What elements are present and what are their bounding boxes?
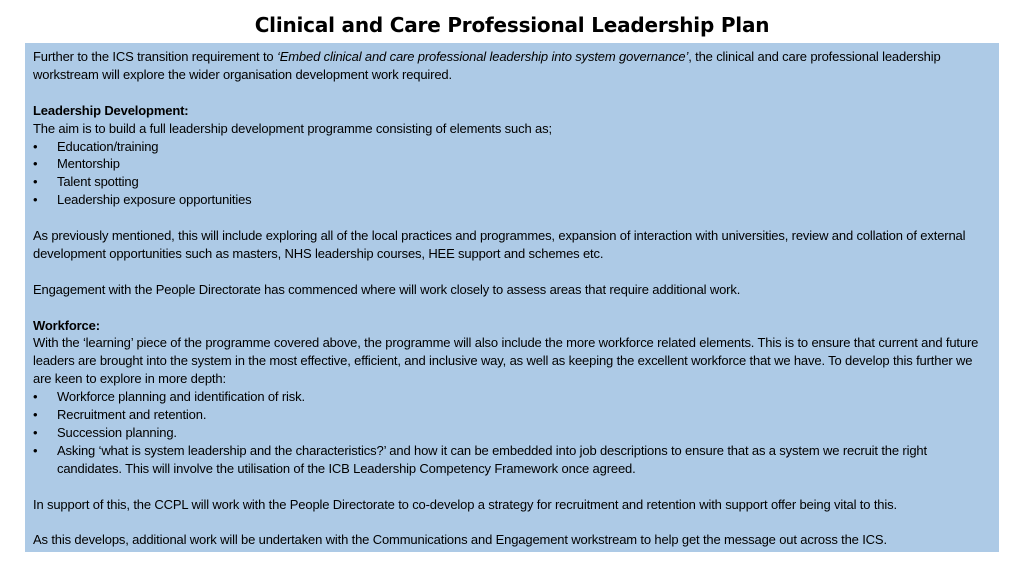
intro-emphasis: ‘Embed clinical and care professional leadership into system governance’ [276, 49, 689, 64]
spacer [33, 513, 993, 531]
list-item [33, 191, 993, 209]
list-item-text: Mentorship [57, 156, 120, 172]
support-paragraph: In support of this, the CCPL will work with the People Directorate to co-develop a strategy for recruitment and retention with support offer being vital to this. [33, 496, 897, 512]
bullet: • [33, 138, 38, 154]
list-item-text: Workforce planning and identification of risk. [57, 389, 305, 405]
bullet: • [33, 389, 38, 405]
list-item [33, 155, 993, 173]
intro-text-end: , the clinical and care professional leadership workstream will explore the wider organisation development work required. [33, 49, 941, 82]
page-title: Clinical and Care Professional Leadership Plan [254, 13, 770, 37]
bullet: • [33, 192, 38, 208]
list-item-text: Leadership exposure opportunities [57, 192, 252, 208]
workforce-intro: With the ‘learning’ piece of the programme covered above, the programme will also include the more workforce related elements. This is to ensure that current and future leaders are brought into the system in the most effective, efficient, and inclusive way, as well as keeping the excellent workforce that we have. To develop this further we are keen to explore in more depth: [33, 335, 979, 387]
spacer [33, 263, 993, 281]
list-item [33, 388, 993, 406]
spacer [33, 209, 993, 227]
list-item-text: Talent spotting [57, 174, 139, 190]
spacer [33, 478, 993, 496]
bullet: • [33, 174, 38, 190]
list-item-text: Succession planning. [57, 424, 177, 440]
leadership-development-aim: The aim is to build a full leadership development programme consisting of elements such as; [33, 120, 552, 136]
communications-paragraph: As this develops, additional work will be undertaken with the Communications and Engagement workstream to help get the message out across the ICS. [33, 532, 887, 548]
engagement-paragraph: Engagement with the People Directorate has commenced where will work closely to assess areas that require additional work. [33, 281, 741, 297]
list-item-text: Education/training [57, 138, 159, 154]
spacer [33, 299, 993, 317]
list-item-text: Asking ‘what is system leadership and the characteristics?’ and how it can be embedded into job descriptions to ensure that as a system we recruit the right candidates. This will involve the utilisation of the ICB Leadership Competency Framework once agreed. [57, 442, 927, 476]
list-item [33, 173, 993, 191]
content-panel [25, 43, 999, 552]
workforce-list [33, 388, 993, 478]
bullet: • [33, 407, 38, 423]
intro-paragraph [33, 48, 993, 84]
workforce-heading: Workforce: [33, 317, 100, 333]
bullet: • [33, 424, 38, 440]
list-item [33, 138, 993, 156]
leadership-development-heading: Leadership Development: [33, 102, 189, 118]
bullet: • [33, 156, 38, 172]
intro-text: Further to the ICS transition requirement to [33, 49, 277, 64]
bullet: • [33, 442, 38, 458]
list-item [33, 442, 993, 478]
spacer [33, 84, 993, 102]
leadership-development-paragraph: As previously mentioned, this will include exploring all of the local practices and programmes, expansion of interaction with universities, review and collation of external development opportunities such as masters, NHS leadership courses, HEE support and schemes etc. [33, 228, 966, 261]
list-item-text: Recruitment and retention. [57, 407, 207, 423]
list-item [33, 424, 993, 442]
list-item [33, 406, 993, 424]
leadership-development-list [33, 138, 993, 210]
